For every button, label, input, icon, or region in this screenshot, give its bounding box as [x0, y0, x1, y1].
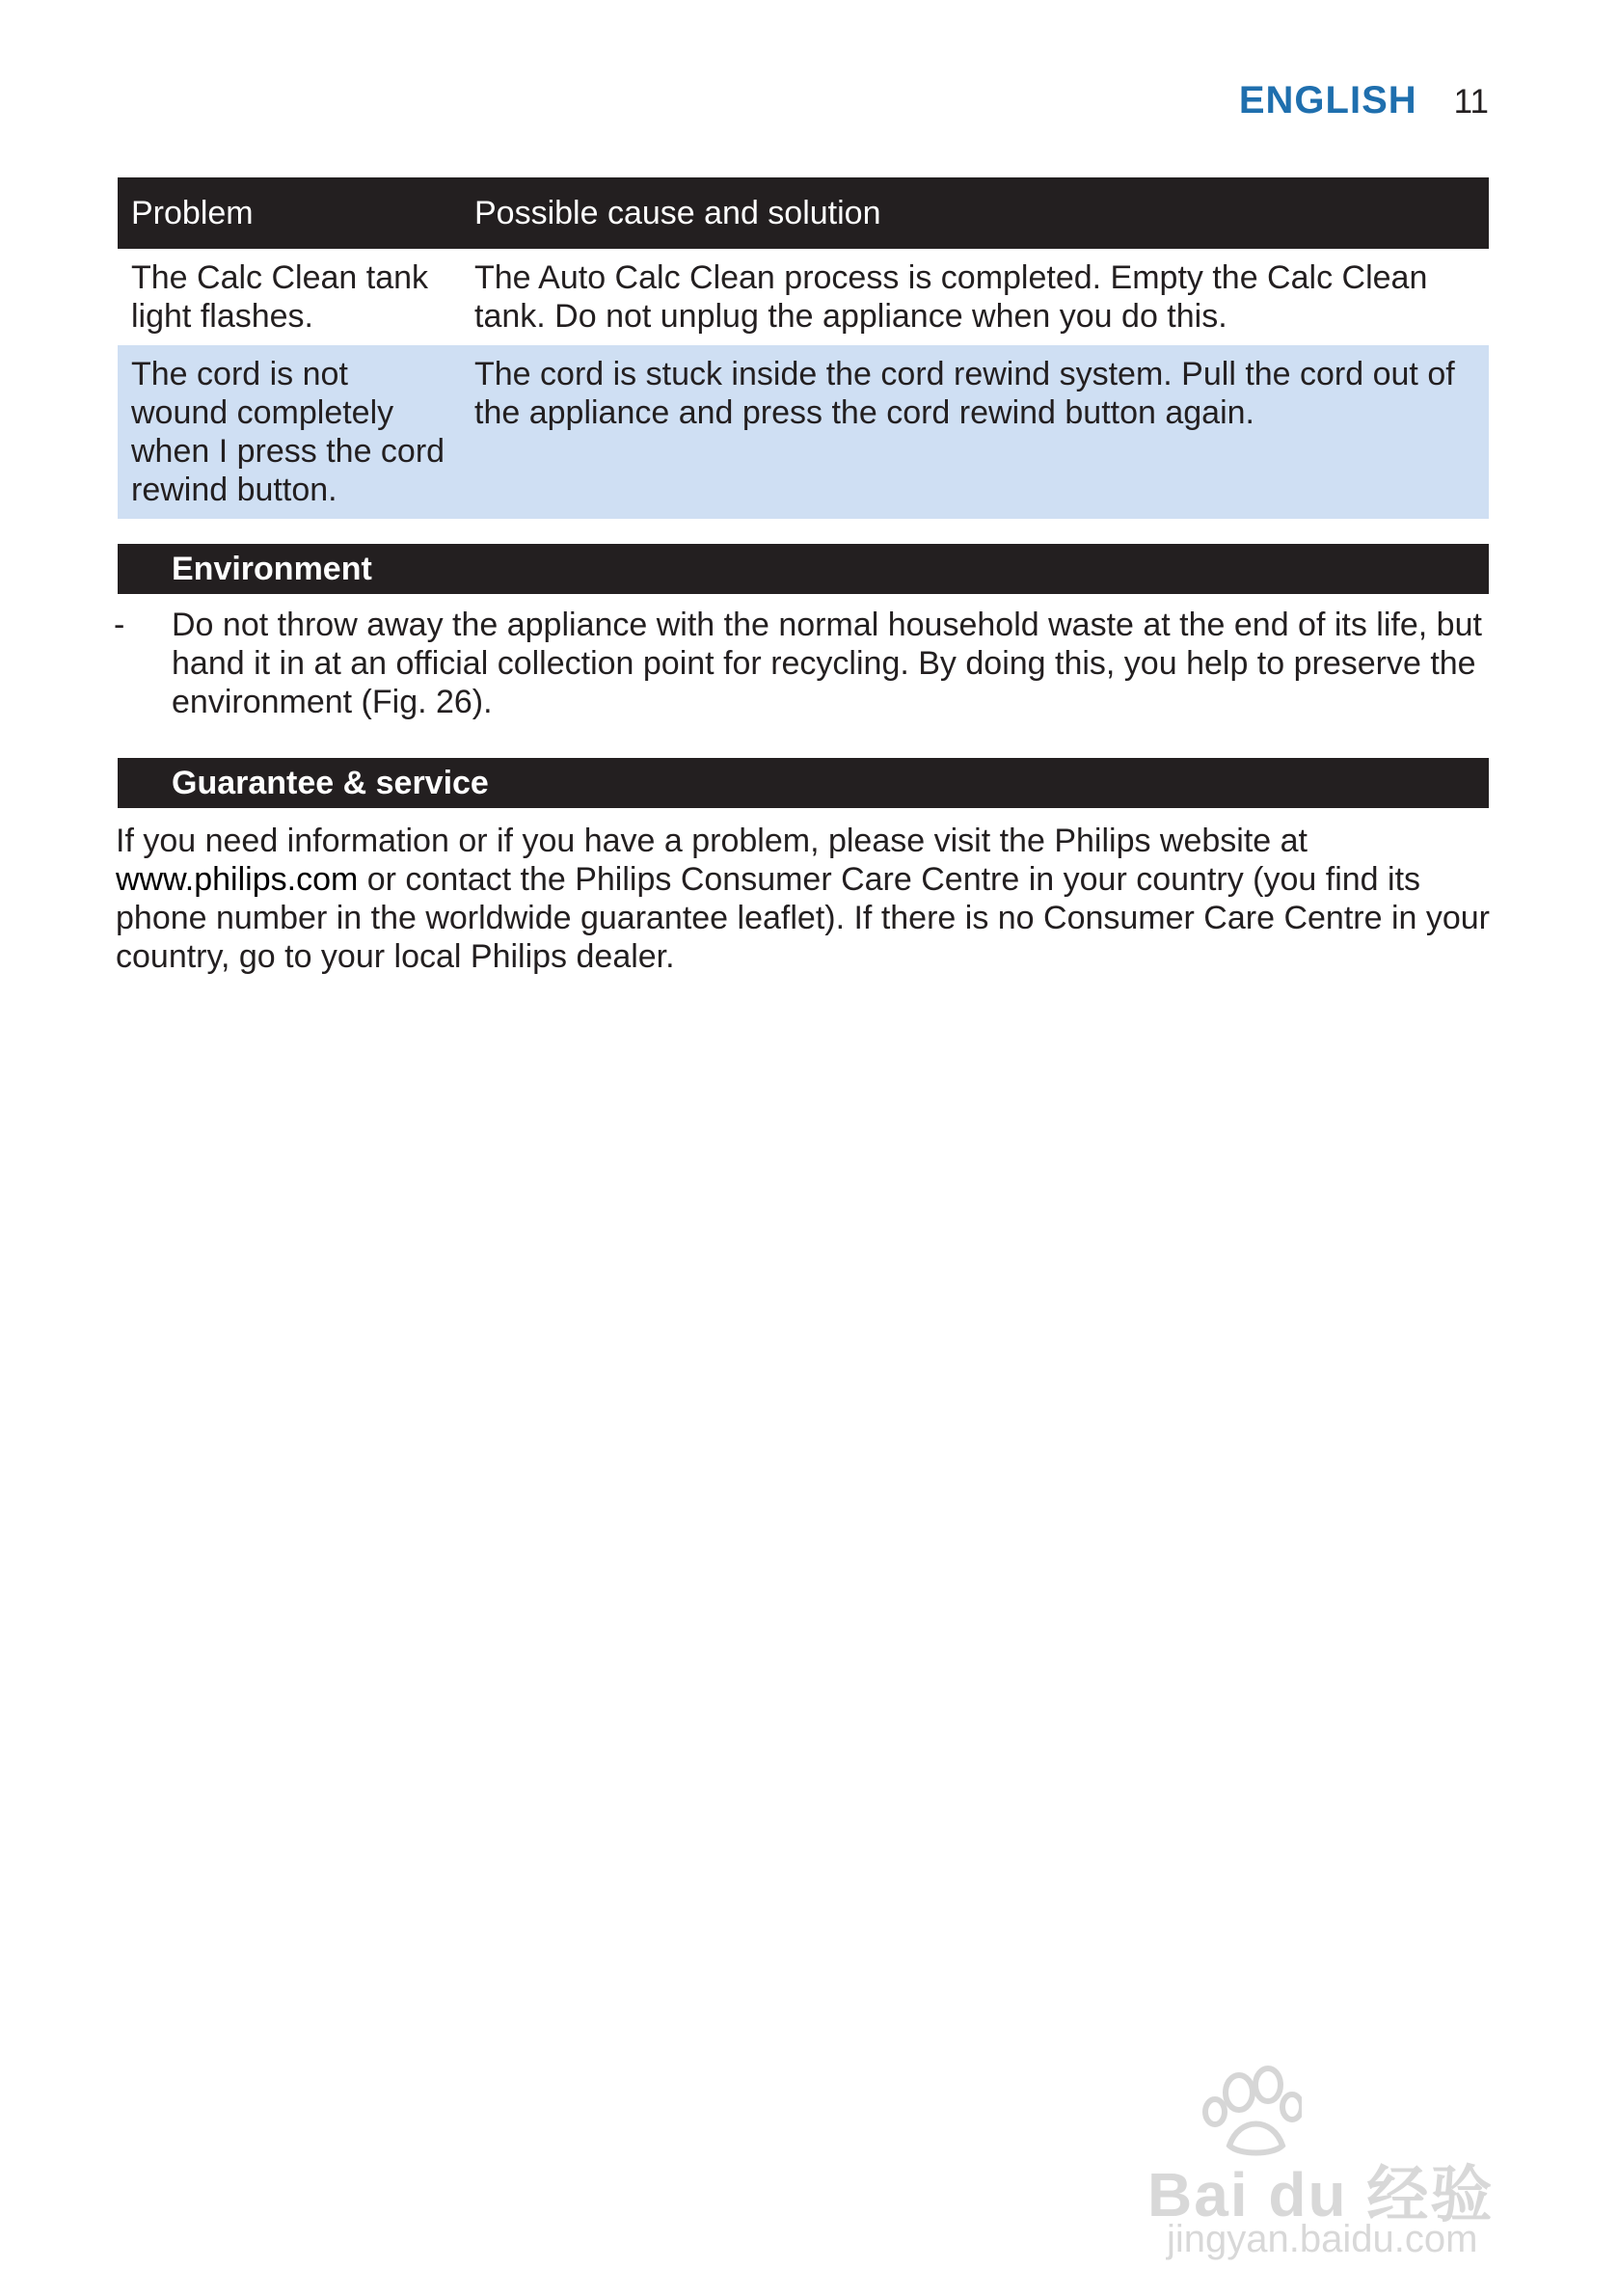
page-number: 11	[1453, 83, 1489, 121]
language-label: ENGLISH	[1238, 79, 1417, 122]
watermark-site: jingyan.baidu.com	[1167, 2218, 1478, 2260]
paw-icon	[1147, 2054, 1302, 2160]
environment-bullet	[114, 606, 1489, 721]
guarantee-heading: Guarantee & service	[118, 758, 1489, 808]
table-header-row	[118, 177, 1489, 249]
table-row	[118, 249, 1489, 345]
problem-cell: The Calc Clean tank light flashes.	[131, 259, 429, 335]
column-header-solution: Possible cause and solution	[461, 177, 1489, 249]
environment-text: Do not throw away the appliance with the normal household waste at the end of its life, but hand it in at an official collection point for recycling. By doing this, you help to preserve the environment (Fig. 26).	[172, 607, 1482, 720]
solution-cell: The cord is stuck inside the cord rewind system. Pull the cord out of the appliance and press the cord rewind button again.	[461, 345, 1489, 519]
solution-cell: The Auto Calc Clean process is completed. Empty the Calc Clean tank. Do not unplug the appliance when you do this.	[474, 259, 1428, 335]
philips-website-link[interactable]: www.philips.com	[116, 861, 359, 898]
column-header-problem: Problem	[118, 177, 461, 249]
bullet-marker: -	[114, 607, 125, 643]
watermark-brand: Bai du 经验	[1147, 2160, 1495, 2229]
environment-heading: Environment	[118, 544, 1489, 594]
guarantee-text-after: or contact the Philips Consumer Care Centre in your country (you find its phone number in the worldwide guarantee leaflet). If there is no Consumer Care Centre in your country, go to your local Philips dealer.	[116, 861, 1490, 975]
page-header	[1239, 79, 1489, 122]
troubleshooting-table	[118, 177, 1489, 519]
guarantee-text-before: If you need information or if you have a problem, please visit the Philips website at	[116, 823, 1308, 859]
problem-cell: The cord is not wound completely when I press the cord rewind button.	[118, 345, 461, 519]
watermark	[1147, 2054, 1552, 2260]
guarantee-paragraph	[116, 822, 1491, 976]
table-row	[118, 345, 1489, 519]
